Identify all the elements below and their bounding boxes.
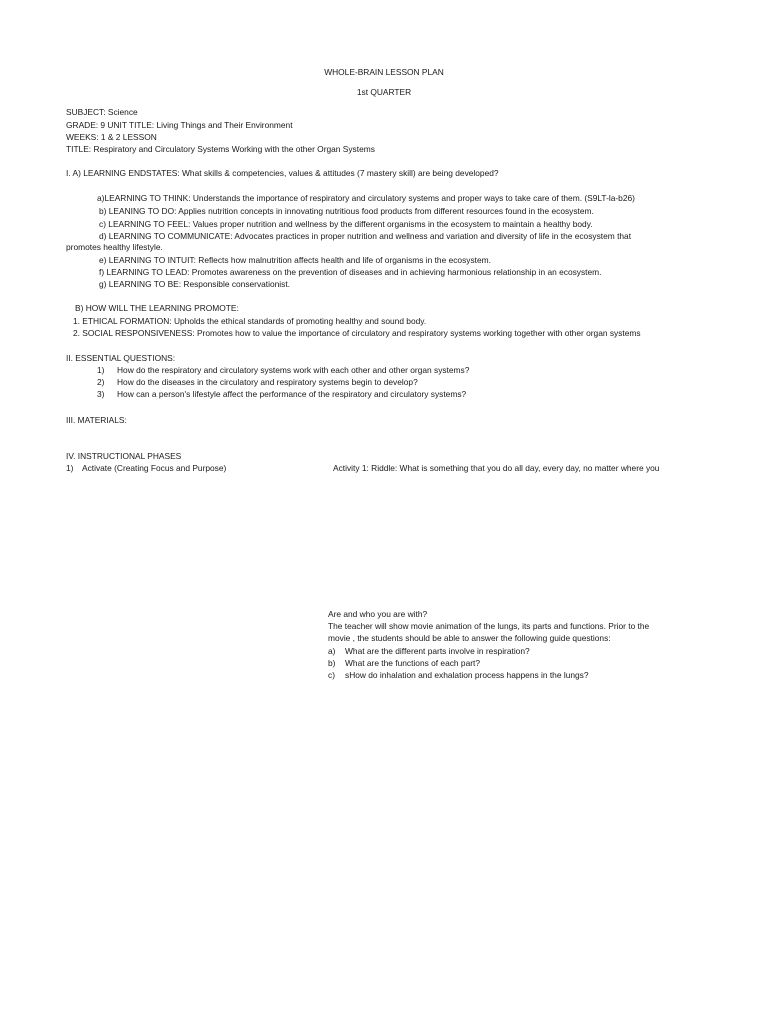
social-responsiveness-item: 2. SOCIAL RESPONSIVENESS: Promotes how to value the importance of circulatory and respiratory systems working together with other organ systems [73, 328, 641, 338]
endstate-item-feel: c) LEARNING TO FEEL: Values proper nutrition and wellness by the different organisms in the ecosystem to maintain a healthy body. [99, 219, 593, 229]
phase-number: 1) [66, 463, 74, 473]
essential-question: How can a person's lifestyle affect the performance of the respiratory and circulatory systems? [117, 389, 467, 399]
endstate-item-communicate: d) LEARNING TO COMMUNICATE: Advocates practices in proper nutrition and wellness and variation and diversity of life in the ecosystem that [99, 231, 632, 241]
essential-question-num: 3) [97, 389, 105, 399]
guide-question: sHow do inhalation and exhalation process happens in the lungs? [345, 670, 589, 680]
riddle-continuation: Are and who you are with? [328, 609, 428, 619]
instructional-phases-heading: IV. INSTRUCTIONAL PHASES [66, 451, 182, 461]
weeks-line: WEEKS: 1 & 2 LESSON [66, 132, 157, 142]
guide-question: What are the functions of each part? [345, 658, 481, 668]
essential-question: How do the respiratory and circulatory systems work with each other and other organ systems? [117, 365, 470, 375]
endstate-item-lead: f) LEARNING TO LEAD: Promotes awareness on the prevention of diseases and in achieving harmonious relationship in an ecosystem. [99, 267, 602, 277]
guide-question-num: a) [328, 646, 336, 656]
endstate-item-do: b) LEANING TO DO: Applies nutrition concepts in innovating nutritious food products from different resources found in the ecosystem. [99, 206, 594, 216]
materials-heading: III. MATERIALS: [66, 415, 127, 425]
essential-questions-heading: II. ESSENTIAL QUESTIONS: [66, 353, 176, 363]
phase-activate-label: Activate (Creating Focus and Purpose) [82, 463, 227, 473]
essential-question-num: 1) [97, 365, 105, 375]
learning-promote-heading: B) HOW WILL THE LEARNING PROMOTE: [75, 303, 239, 313]
ethical-formation-item: 1. ETHICAL FORMATION: Upholds the ethical standards of promoting healthy and sound body. [73, 316, 427, 326]
essential-question-num: 2) [97, 377, 105, 387]
subject-line: SUBJECT: Science [66, 107, 138, 117]
endstate-item-be: g) LEARNING TO BE: Responsible conservationist. [99, 279, 291, 289]
guide-question: What are the different parts involve in respiration? [345, 646, 530, 656]
endstate-item-communicate-cont: promotes healthy lifestyle. [66, 242, 163, 252]
learning-endstates-heading: I. A) LEARNING ENDSTATES: What skills & competencies, values & attitudes (7 mastery skill) are being developed? [66, 168, 499, 178]
lesson-title-line: TITLE: Respiratory and Circulatory Systems Working with the other Organ Systems [66, 144, 375, 154]
document-title: WHOLE-BRAIN LESSON PLAN [324, 67, 444, 77]
endstate-item-think: a)LEARNING TO THINK: Understands the importance of respiratory and circulatory systems and proper ways to take care of them. (S9LT-la-b26) [97, 193, 635, 203]
quarter-label: 1st QUARTER [356, 87, 412, 97]
guide-question-num: c) [328, 670, 335, 680]
grade-line: GRADE: 9 UNIT TITLE: Living Things and Their Environment [66, 120, 293, 130]
endstate-item-intuit: e) LEARNING TO INTUIT: Reflects how malnutrition affects health and life of organisms in the ecosystem. [99, 255, 491, 265]
guide-question-num: b) [328, 658, 336, 668]
teacher-instruction-cont: movie , the students should be able to answer the following guide questions: [328, 633, 611, 643]
teacher-instruction: The teacher will show movie animation of the lungs, its parts and functions. Prior to the [328, 621, 650, 631]
essential-question: How do the diseases in the circulatory and respiratory systems begin to develop? [117, 377, 418, 387]
activity-riddle: Activity 1: Riddle: What is something that you do all day, every day, no matter where you [333, 463, 660, 473]
